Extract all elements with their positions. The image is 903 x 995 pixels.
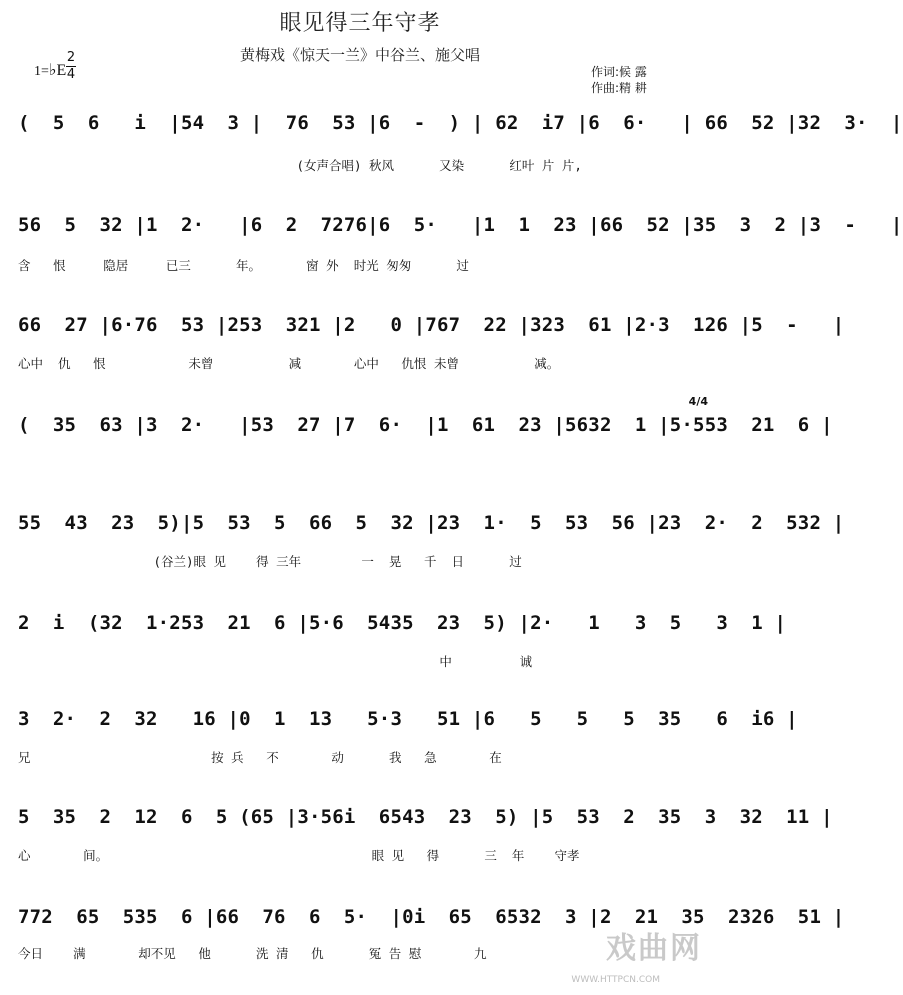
lyric-line: (谷兰)眼 见 得 三年 一 晃 千 日 过	[18, 554, 522, 569]
meter-change: 4/4	[688, 395, 708, 408]
lyric-line: 含 恨 隐居 已三 年。 窗 外 时光 匆匆 过	[18, 258, 469, 273]
credits	[591, 64, 647, 96]
watermark-url: WWW.HTTPCN.COM	[571, 975, 660, 985]
lyric-line: 今日 满 却不见 他 洗 清 仇 冤 告 慰 九	[18, 946, 487, 961]
lyric-line: (女声合唱) 秋风 又染 红叶 片 片,	[18, 158, 582, 173]
lyric-line: 中 诚	[18, 654, 533, 669]
notation-line: 3 2· 2 32 16 |0 1 13 5·3 51 |6 5 5 5 35 6 i6 |	[18, 708, 798, 730]
key-label: 1=	[34, 64, 49, 79]
watermark-logo: 戏曲网	[606, 932, 702, 965]
notation-line: 55 43 23 5)|5 53 5 66 5 32 |23 1· 5 53 56 |23 2· 2 532 |	[18, 512, 845, 534]
notation-line: ( 35 63 |3 2· |53 27 |7 6· |1 61 23 |5632 1 |5·553 21 6 |	[18, 414, 833, 436]
time-bottom: 4	[66, 67, 76, 82]
time-signature	[66, 50, 76, 83]
key-note: ♭E	[48, 62, 67, 79]
notation-line: 772 65 535 6 |66 76 6 5· |0i 65 6532 3 |2 21 35 2326 51 |	[18, 906, 845, 928]
lyricist: 作词:候 露	[591, 65, 647, 79]
composer: 作曲:精 耕	[591, 81, 647, 95]
score-subtitle: 黄梅戏《惊天一兰》中谷兰、施父唱	[239, 46, 480, 64]
score-title: 眼见得三年守孝	[279, 11, 441, 36]
notation-line: 2 i (32 1·253 21 6 |5·6 5435 23 5) |2· 1 3 5 3 1 |	[18, 612, 787, 634]
time-top: 2	[66, 50, 76, 65]
notation-line: 56 5 32 |1 2· |6 2 7276|6 5· |1 1 23 |66 52 |35 3 2 |3 - |	[18, 214, 903, 236]
notation-line: ( 5 6 i |54 3 | 76 53 |6 - ) | 62 i7 |6 6· | 66 52 |32 3· |	[18, 112, 903, 134]
notation-line: 5 35 2 12 6 5 (65 |3·56i 6543 23 5) |5 53 2 35 3 32 11 |	[18, 806, 833, 828]
lyric-line: 心中 仇 恨 未曾 减 心中 仇恨 未曾 减。	[18, 356, 560, 371]
notation-line: 66 27 |6·76 53 |253 321 |2 0 |767 22 |323 61 |2·3 126 |5 - |	[18, 314, 845, 336]
lyric-line: 兄 按 兵 不 动 我 急 在	[18, 750, 502, 765]
key-signature	[34, 60, 66, 80]
lyric-line: 心 间。 眼 见 得 三 年 守孝	[18, 848, 580, 863]
